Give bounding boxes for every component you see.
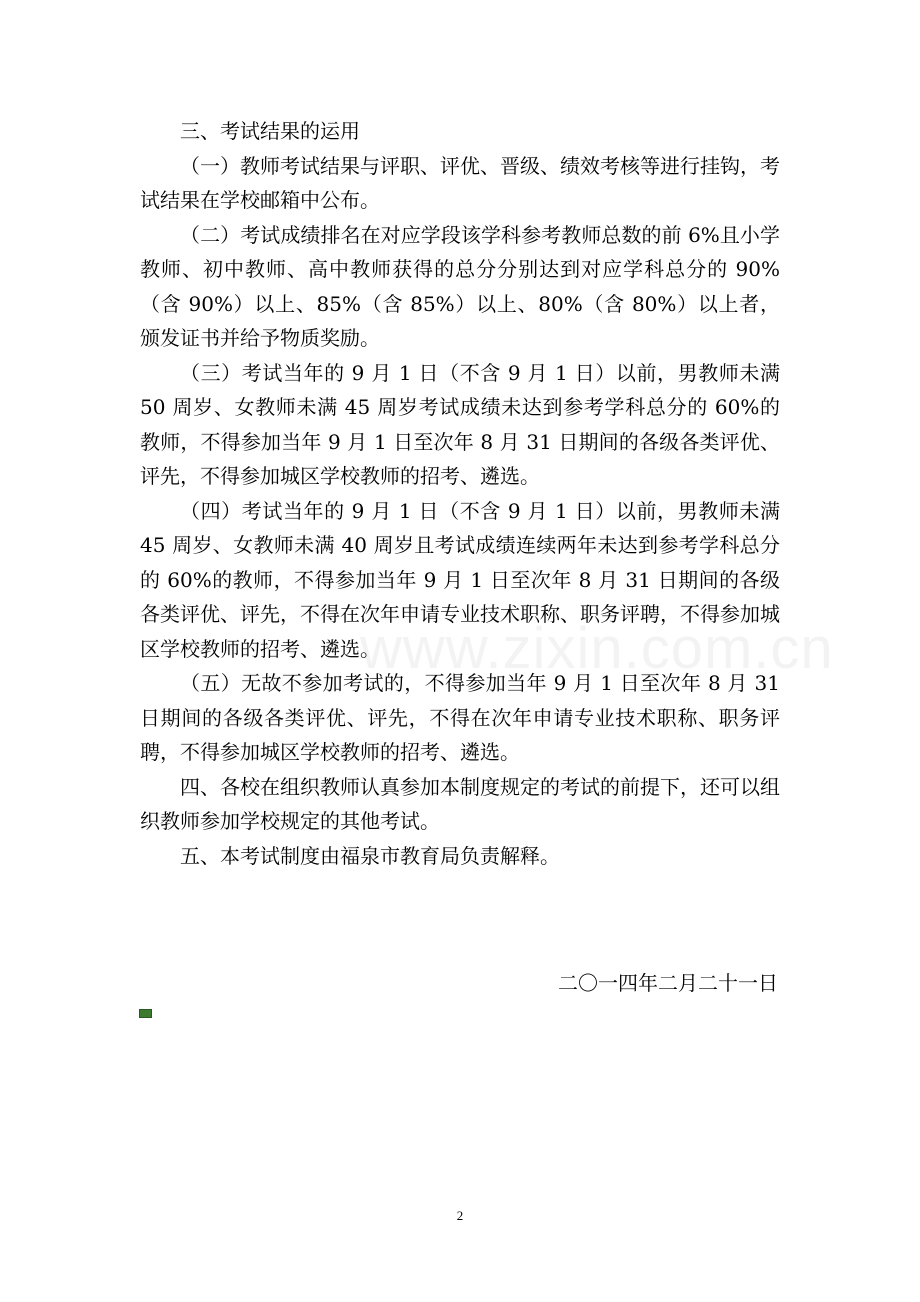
section-heading-4: 四、各校在组织教师认真参加本制度规定的考试的前提下，还可以组织教师参加学校规定的其他考试。: [140, 774, 780, 833]
watermark: www.zixin.com.cn: [360, 616, 834, 681]
section-heading-3: 三、考试结果的运用: [180, 119, 360, 143]
paragraph-item-4: （四）考试当年的 9 月 1 日（不含 9 月 1 日）以前，男教师未满 45 周岁、女教师未满 40 周岁且考试成绩连续两年未达到参考学科总分的 60%的教师，不得参加当年 9 月 1 日至次年 8 月 31 日期间的各级各类评优、评先，不得在次年申请专业技术职称、职务评聘，不得参加城区学校教师的招考、遴选。: [140, 498, 780, 661]
paragraph-item-5: （五）无故不参加考试的，不得参加当年 9 月 1 日至次年 8 月 31 日期间的各级各类评优、评先，不得在次年申请专业技术职称、职务评聘，不得参加城区学校教师的招考、遴选。: [140, 671, 780, 764]
green-mark-icon: [139, 1009, 152, 1018]
document-body: [140, 114, 780, 873]
paragraph-item-3: （三）考试当年的 9 月 1 日（不含 9 月 1 日）以前，男教师未满 50 周岁、女教师未满 45 周岁考试成绩未达到参考学科总分的 60%的教师，不得参加当年 9 月 1 日至次年 8 月 31 日期间的各级各类评优、评先，不得参加城区学校教师的招考、遴选。: [140, 360, 780, 488]
document-date: 二〇一四年二月二十一日: [558, 971, 778, 995]
page-number: 2: [456, 1208, 464, 1223]
paragraph-item-2: （二）考试成绩排名在对应学段该学科参考教师总数的前 6%且小学教师、初中教师、高中教师获得的总分分别达到对应学科总分的 90%（含 90%）以上、85%（含 85%）以上、80%（含 80%）以上者，颁发证书并给予物质奖励。: [140, 222, 780, 350]
paragraph-item-1: （一）教师考试结果与评职、评优、晋级、绩效考核等进行挂钩，考试结果在学校邮箱中公布。: [140, 153, 780, 212]
section-heading-5: 五、本考试制度由福泉市教育局负责解释。: [180, 843, 560, 868]
